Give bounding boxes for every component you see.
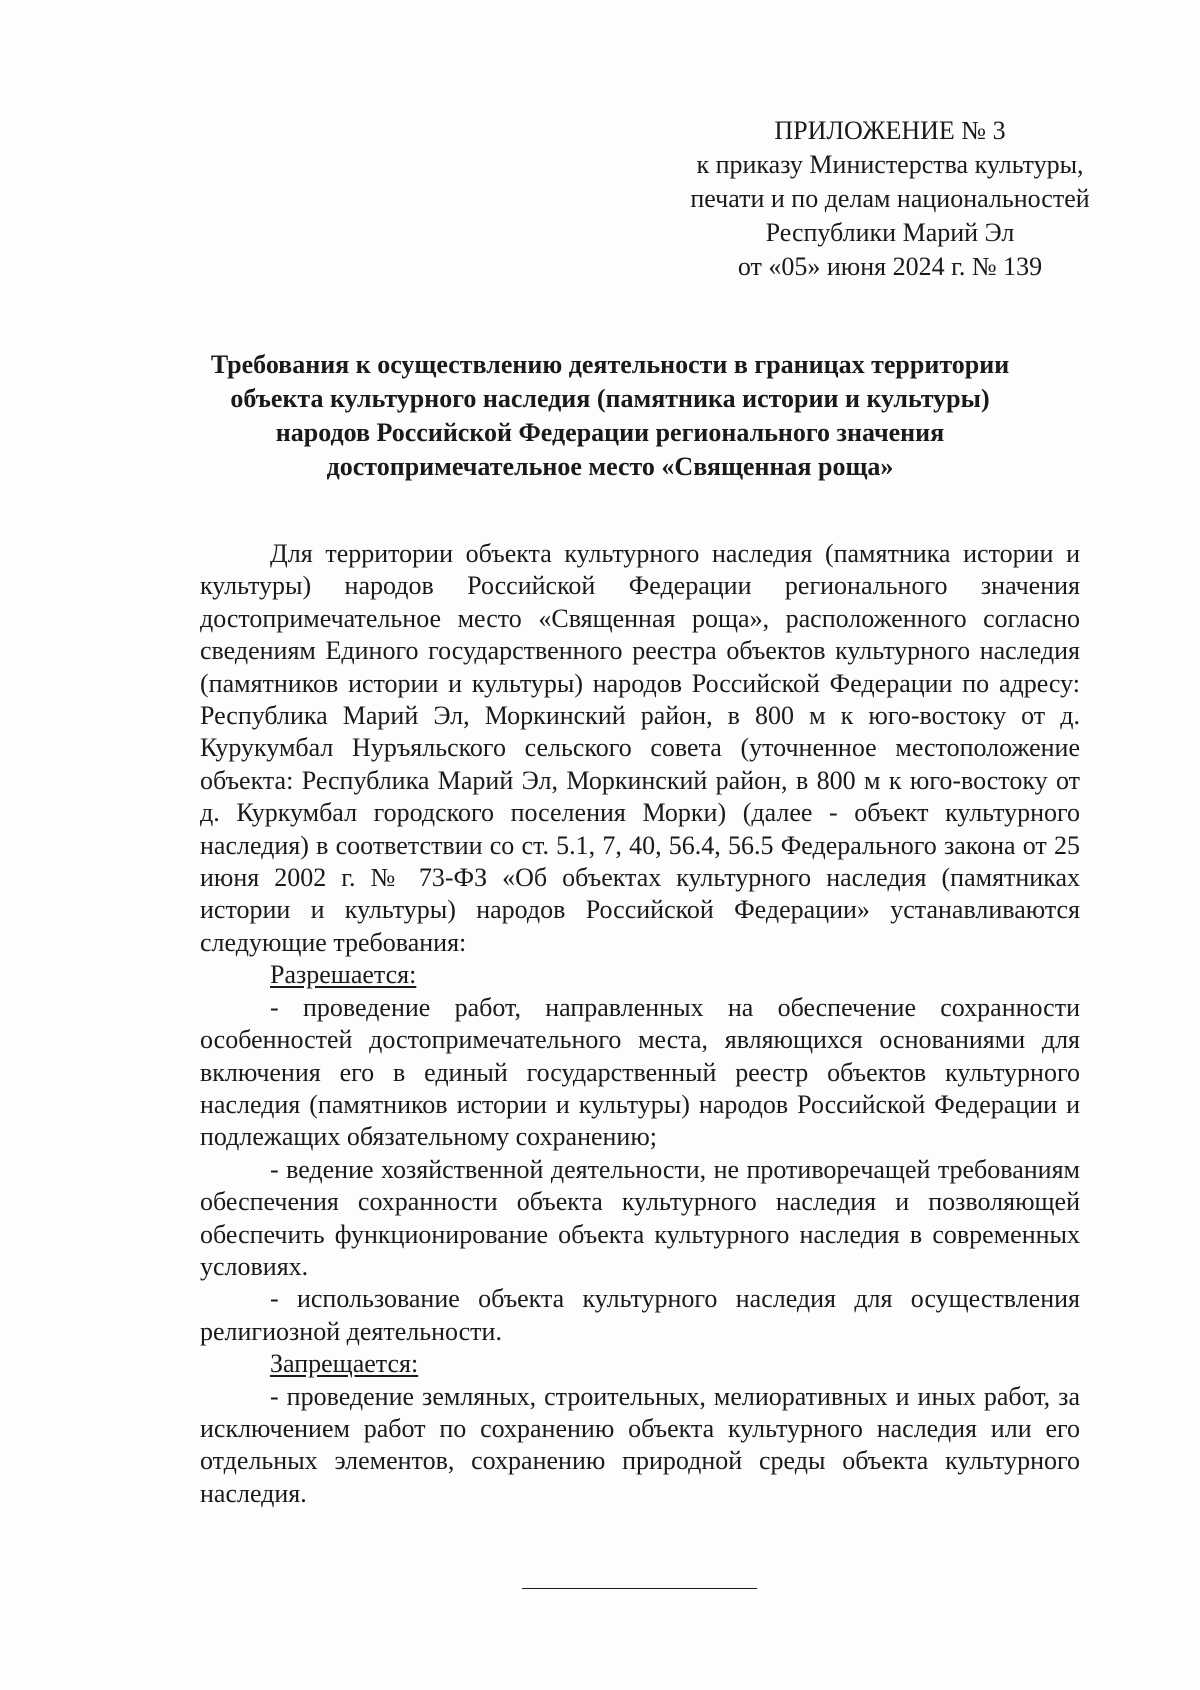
forbidden-heading: Запрещается: [270, 1349, 419, 1379]
appendix-header [640, 114, 1140, 284]
allowed-heading-row [200, 959, 1080, 991]
allowed-item: - использование объекта культурного наследия для осуществления религиозной деятельности. [200, 1284, 1080, 1346]
appendix-republic-line: Республики Марий Эл [765, 218, 1015, 247]
title-line: Требования к осуществлению деятельности в границах территории [210, 350, 1010, 379]
document-body [200, 538, 1080, 1510]
title-line: достопримечательное место «Священная роща» [326, 452, 894, 481]
appendix-date-line: от «05» июня 2024 г. № 139 [737, 252, 1043, 281]
appendix-number: ПРИЛОЖЕНИЕ № 3 [774, 116, 1006, 145]
document-title [150, 348, 1070, 484]
forbidden-heading-row [200, 1348, 1080, 1380]
forbidden-item: - проведение земляных, строительных, мелиоративных и иных работ, за исключением работ по сохранению объекта культурного наследия или его отдельных элементов, сохранению природной среды объекта культурного наследия. [200, 1381, 1080, 1508]
appendix-order-line: к приказу Министерства культуры, [696, 150, 1084, 179]
closing-rule [522, 1588, 757, 1589]
allowed-item: - ведение хозяйственной деятельности, не противоречащей требованиям обеспечения сохранности объекта культурного наследия и позволяющей обеспечить функционирование объекта культурного наследия в современных условиях. [200, 1154, 1080, 1281]
title-line: народов Российской Федерации регионального значения [275, 418, 945, 447]
appendix-ministry-line: печати и по делам национальностей [690, 184, 1090, 213]
intro-paragraph: Для территории объекта культурного наследия (памятника истории и культуры) народов Российской Федерации регионального значения достопримечательное место «Священная роща», расположенного согласно сведениям Единого государственного реестра объектов культурного наследия (памятников истории и культуры) народов Российской Федерации по адресу: Республика Марий Эл, Моркинский район, в 800 м к юго-востоку от д. Курукумбал Нуръяльского сельского совета (уточненное местоположение объекта: Республика Марий Эл, Моркинский район, в 800 м к юго-востоку от д. Куркумбал городского поселения Морки) (далее - объект культурного наследия) в соответствии со ст. 5.1, 7, 40, 56.4, 56.5 Федерального закона от 25 июня 2002 г. № 73-ФЗ «Об объектах культурного наследия (памятниках истории и культуры) народов Российской Федерации» устанавливаются следующие требования: [200, 539, 1080, 957]
allowed-heading: Разрешается: [270, 960, 417, 990]
allowed-item: - проведение работ, направленных на обеспечение сохранности особенностей достопримечательного места, являющихся основаниями для включения его в единый государственный реестр объектов культурного наследия (памятников истории и культуры) народов Российской Федерации и подлежащих обязательному сохранению; [200, 992, 1080, 1152]
title-line: объекта культурного наследия (памятника истории и культуры) [230, 384, 990, 413]
